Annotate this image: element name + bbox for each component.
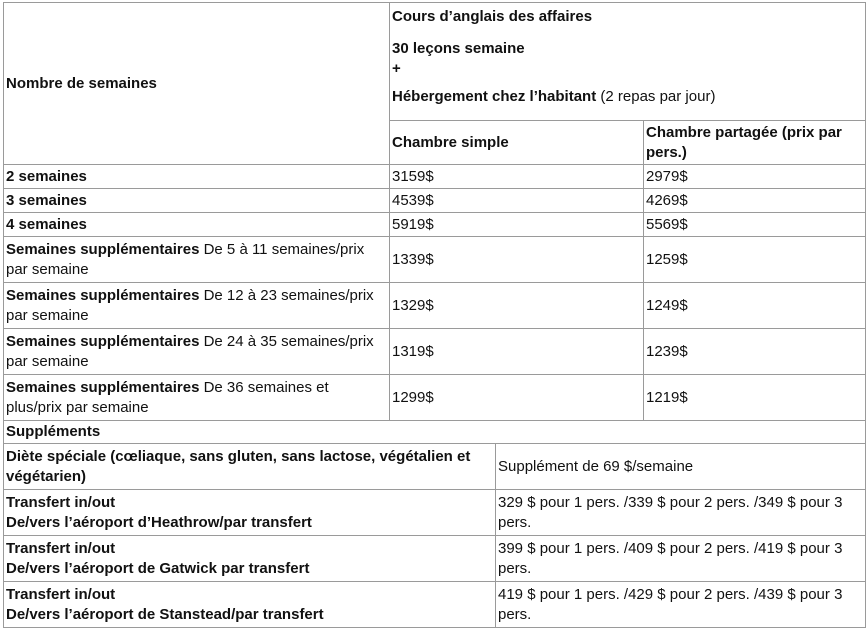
- row-label-rest: De 24 à 35 semaines/prix par semaine: [6, 332, 374, 370]
- row-label-bold: Semaines supplémentaires: [6, 378, 200, 396]
- row-label-bold: Semaines supplémentaires: [6, 286, 200, 304]
- course-title: Cours d’anglais des affaires: [392, 8, 593, 25]
- row-label-rest: De 12 à 23 semaines/prix par semaine: [6, 286, 374, 324]
- row-label: [4, 237, 390, 283]
- supplement-label-line1: Transfert in/out: [6, 585, 116, 603]
- weeks-header: Nombre de semaines: [4, 3, 390, 165]
- lodging-bold: Hébergement chez l’habitant: [392, 88, 597, 105]
- row-label: [4, 189, 390, 213]
- pricing-table: [3, 2, 866, 628]
- row-label: [4, 375, 390, 421]
- price-shared: 5569$: [644, 213, 866, 237]
- table-row: [4, 237, 866, 283]
- row-label-bold: Semaines supplémentaires: [6, 240, 200, 258]
- table-row: [4, 189, 866, 213]
- supplement-label: [4, 536, 496, 582]
- supplement-row: [4, 444, 866, 490]
- col-single-header: Chambre simple: [390, 121, 644, 165]
- supplement-value: 329 $ pour 1 pers. /339 $ pour 2 pers. /349 $ pour 3 pers.: [496, 490, 866, 536]
- price-single: 5919$: [390, 213, 644, 237]
- row-label-bold: 2 semaines: [6, 167, 87, 185]
- price-shared: 2979$: [644, 165, 866, 189]
- supplement-label-line1: Transfert in/out: [6, 539, 116, 557]
- course-header: [390, 3, 866, 121]
- row-label: [4, 283, 390, 329]
- table-row: [4, 283, 866, 329]
- supplement-value: 399 $ pour 1 pers. /409 $ pour 2 pers. /419 $ pour 3 pers.: [496, 536, 866, 582]
- table-row: [4, 329, 866, 375]
- price-single: 4539$: [390, 189, 644, 213]
- price-shared: 1239$: [644, 329, 866, 375]
- row-label-bold: 4 semaines: [6, 215, 87, 233]
- price-single: 1329$: [390, 283, 644, 329]
- supplement-label-line2: De/vers l’aéroport d’Heathrow/par transfert: [6, 513, 312, 531]
- row-label: [4, 165, 390, 189]
- supplement-row: [4, 536, 866, 582]
- price-single: 1339$: [390, 237, 644, 283]
- supplement-label-line2: De/vers l’aéroport de Stanstead/par transfert: [6, 605, 324, 623]
- table-row: [4, 213, 866, 237]
- supplement-label: [4, 444, 496, 490]
- table-row: [4, 165, 866, 189]
- lessons-label: 30 leçons semaine: [392, 40, 525, 57]
- price-single: 3159$: [390, 165, 644, 189]
- row-label-rest: De 5 à 11 semaines/prix par semaine: [6, 240, 365, 278]
- price-shared: 1219$: [644, 375, 866, 421]
- row-label: [4, 329, 390, 375]
- supplement-label: [4, 582, 496, 628]
- supplement-label: [4, 490, 496, 536]
- supplement-row: [4, 490, 866, 536]
- table-row: [4, 375, 866, 421]
- plus-sign: +: [392, 60, 401, 77]
- lodging-note: (2 repas par jour): [596, 88, 716, 105]
- price-single: 1299$: [390, 375, 644, 421]
- supplement-label-line2: De/vers l’aéroport de Gatwick par transfert: [6, 559, 310, 577]
- price-shared: 4269$: [644, 189, 866, 213]
- supplement-value: 419 $ pour 1 pers. /429 $ pour 2 pers. /439 $ pour 3 pers.: [496, 582, 866, 628]
- supplement-row: [4, 582, 866, 628]
- price-shared: 1259$: [644, 237, 866, 283]
- price-shared: 1249$: [644, 283, 866, 329]
- row-label-rest: De 36 semaines et plus/prix par semaine: [6, 378, 329, 416]
- supplements-title: Suppléments: [4, 421, 866, 444]
- row-label-bold: Semaines supplémentaires: [6, 332, 200, 350]
- price-single: 1319$: [390, 329, 644, 375]
- lodging-label: [392, 87, 863, 107]
- supplement-label-line1: Transfert in/out: [6, 493, 116, 511]
- supplement-label-line1: Diète spéciale (cœliaque, sans gluten, sans lactose, végétalien et végétarien): [6, 447, 471, 485]
- row-label-bold: 3 semaines: [6, 191, 87, 209]
- row-label: [4, 213, 390, 237]
- supplement-value: Supplément de 69 $/semaine: [496, 444, 866, 490]
- col-shared-header: Chambre partagée (prix par pers.): [644, 121, 866, 165]
